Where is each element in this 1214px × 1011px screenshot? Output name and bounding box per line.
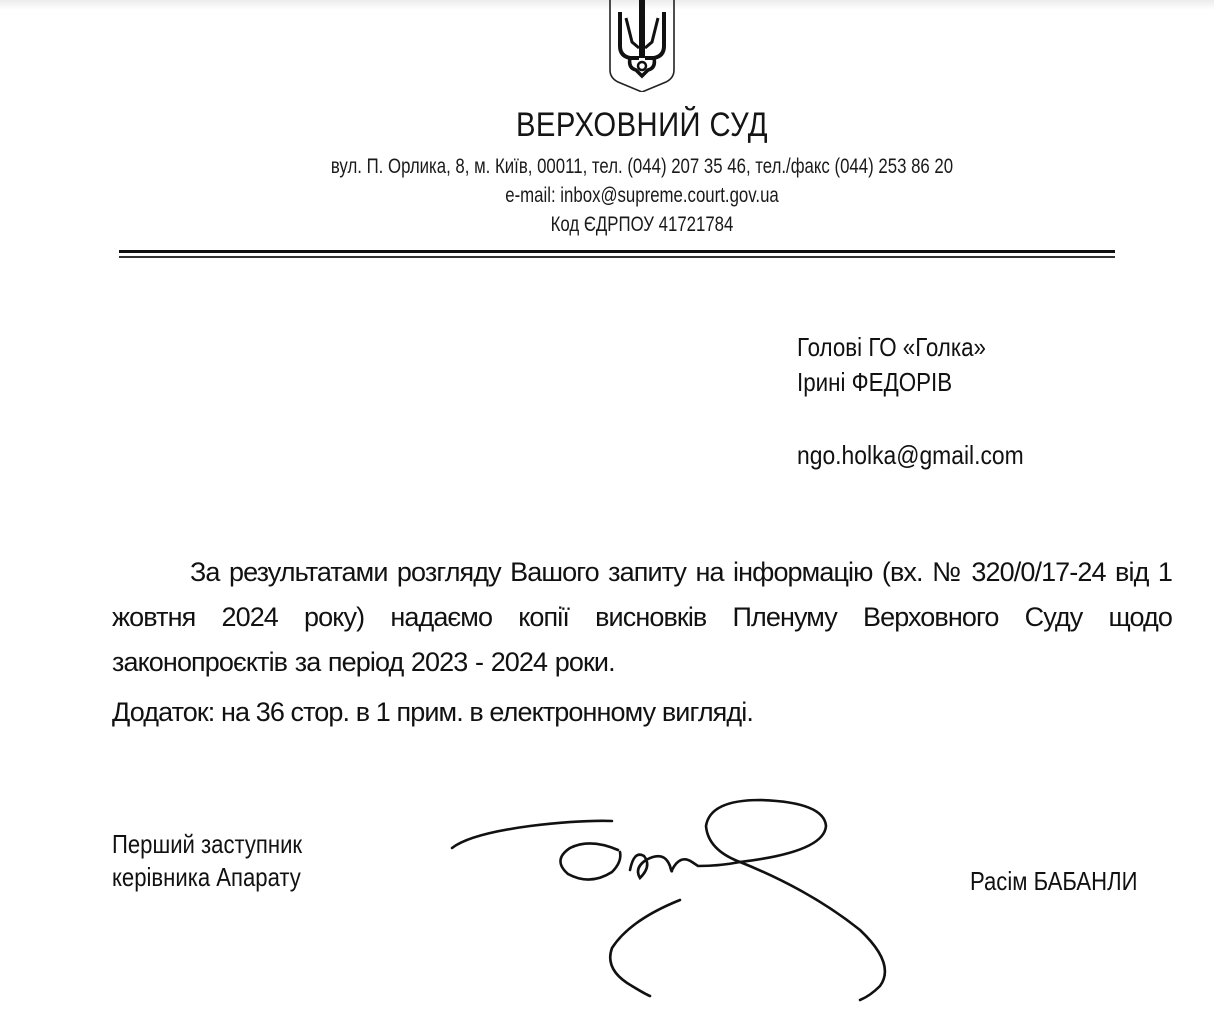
signer-name: Расім БАБАНЛИ xyxy=(970,866,1138,896)
organization-address: вул. П. Орлика, 8, м. Київ, 00011, тел. (044) 207 35 46, тел./факс (044) 253 86 20 xyxy=(330,155,954,178)
header-divider-thin xyxy=(119,256,1115,258)
organization-code: Код ЄДРПОУ 41721784 xyxy=(550,213,734,236)
signer-title-line1: Перший заступник xyxy=(112,829,303,859)
signer-title xyxy=(112,828,302,894)
recipient-position: Голові ГО «Голка» xyxy=(797,332,986,362)
header-divider-thick xyxy=(119,250,1115,253)
organization-email: e-mail: inbox@supreme.court.gov.ua xyxy=(505,184,779,207)
signer-title-line2: керівника Апарату xyxy=(112,862,301,892)
letter-body-paragraph: За результатами розгляду Вашого запиту на інформацію (вх. № 320/0/17-24 від 1 жовтня 2024 року) надаємо копії висновків Пленуму Верховного Суду щодо законопроєктів за період 2023 - 2024 роки. xyxy=(112,557,1172,677)
handwritten-signature-icon xyxy=(440,790,900,1006)
recipient-name: Ірині ФЕДОРІВ xyxy=(797,367,953,397)
attachment-note: Додаток: на 36 стор. в 1 прим. в електронному вигляді. xyxy=(112,697,753,727)
organization-name: ВЕРХОВНИЙ СУД xyxy=(515,106,769,144)
recipient-block xyxy=(797,330,986,400)
coat-of-arms-icon xyxy=(606,0,678,92)
recipient-email: ngo.holka@gmail.com xyxy=(797,440,1024,470)
